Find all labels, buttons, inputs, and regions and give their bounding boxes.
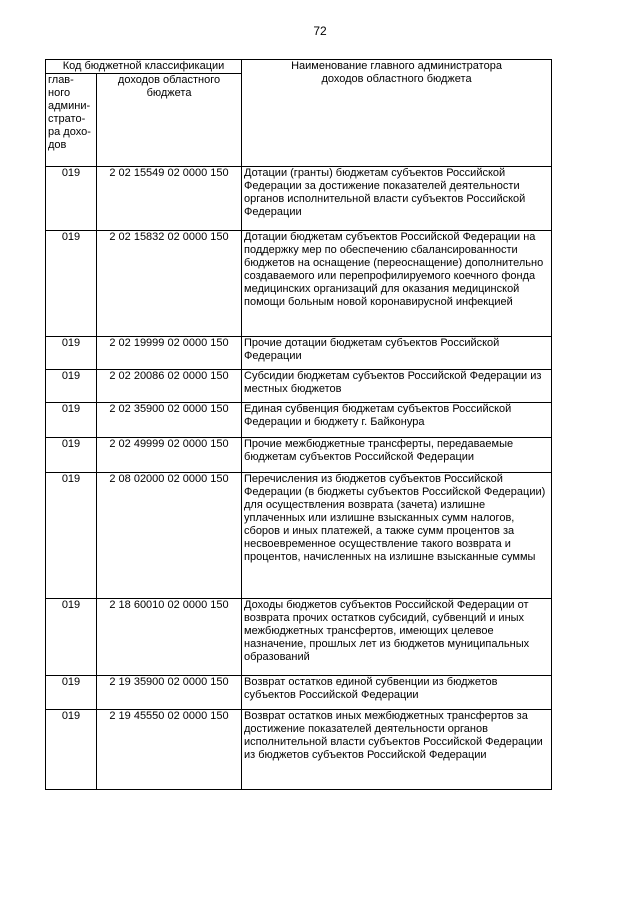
revenue-name-cell: Возврат остатков иных межбюджетных трансфертов за достижение показателей деятельности органов исполнительной власти субъектов Российской Федерации из бюджетов субъектов Российской Федерации [242,710,552,790]
header-main-administrator-text: глав- ного админи- страто- ра дохо- дов [48,74,91,151]
header-regional-revenue [97,74,242,167]
admin-code-cell: 019 [46,473,97,599]
revenue-name-cell: Доходы бюджетов субъектов Российской Федерации от возврата прочих остатков субсидий, субвенций и иных межбюджетных трансфертов, имеющих целевое назначение, прошлых лет из бюджетов муниципальных образований [242,599,552,676]
admin-code-cell: 019 [46,231,97,337]
revenue-code-cell: 2 02 35900 02 0000 150 [97,403,242,438]
table-row [46,403,552,438]
budget-classification-table [45,59,552,790]
page-number: 72 [313,24,327,38]
table-row [46,676,552,710]
table-row [46,599,552,676]
revenue-code-cell: 2 08 02000 02 0000 150 [97,473,242,599]
admin-code-cell: 019 [46,438,97,473]
revenue-name-cell: Единая субвенция бюджетам субъектов Российской Федерации и бюджету г. Байконура [242,403,552,438]
revenue-name-cell: Перечисления из бюджетов субъектов Российской Федерации (в бюджеты субъектов Российской Федерации) для осуществления возврата (зачета) излишне уплаченных или излишне взысканных сумм налогов, сборов и иных платежей, а также сумм процентов за несвоевременное осуществление такого возврата и процентов, начисленных на излишне взысканные суммы [242,473,552,599]
table-row [46,167,552,231]
table-row [46,370,552,403]
header-main-administrator [46,74,97,167]
revenue-name-cell: Дотации бюджетам субъектов Российской Федерации на поддержку мер по обеспечению сбалансированности бюджетов на оснащение (переоснащение) дополнительно создаваемого или перепрофилируемого коечного фонда медицинских организаций для оказания медицинской помощи больным новой коронавирусной инфекцией [242,231,552,337]
admin-code-cell: 019 [46,370,97,403]
header-regional-revenue-text: доходов областного бюджета [117,74,221,99]
header-administrator-name [242,60,552,167]
revenue-code-cell: 2 02 15832 02 0000 150 [97,231,242,337]
admin-code-cell: 019 [46,167,97,231]
admin-code-cell: 019 [46,710,97,790]
revenue-name-cell: Прочие дотации бюджетам субъектов Российской Федерации [242,337,552,370]
revenue-code-cell: 2 02 19999 02 0000 150 [97,337,242,370]
admin-code-cell: 019 [46,676,97,710]
revenue-name-cell: Дотации (гранты) бюджетам субъектов Российской Федерации за достижение показателей деятельности органов исполнительной власти субъектов Российской Федерации [242,167,552,231]
table-row [46,710,552,790]
revenue-code-cell: 2 02 20086 02 0000 150 [97,370,242,403]
table-row [46,438,552,473]
revenue-name-cell: Возврат остатков единой субвенции из бюджетов субъектов Российской Федерации [242,676,552,710]
table-row [46,337,552,370]
revenue-code-cell: 2 02 15549 02 0000 150 [97,167,242,231]
admin-code-cell: 019 [46,337,97,370]
table-row [46,231,552,337]
table-row [46,473,552,599]
revenue-code-cell: 2 18 60010 02 0000 150 [97,599,242,676]
revenue-name-cell: Субсидии бюджетам субъектов Российской Федерации из местных бюджетов [242,370,552,403]
revenue-code-cell: 2 02 49999 02 0000 150 [97,438,242,473]
revenue-name-cell: Прочие межбюджетные трансферты, передаваемые бюджетам субъектов Российской Федерации [242,438,552,473]
admin-code-cell: 019 [46,403,97,438]
header-budget-classification-code: Код бюджетной классификации [46,60,242,74]
revenue-code-cell: 2 19 35900 02 0000 150 [97,676,242,710]
admin-code-cell: 019 [46,599,97,676]
revenue-code-cell: 2 19 45550 02 0000 150 [97,710,242,790]
header-administrator-name-text: Наименование главного администратора доходов областного бюджета [291,60,502,85]
